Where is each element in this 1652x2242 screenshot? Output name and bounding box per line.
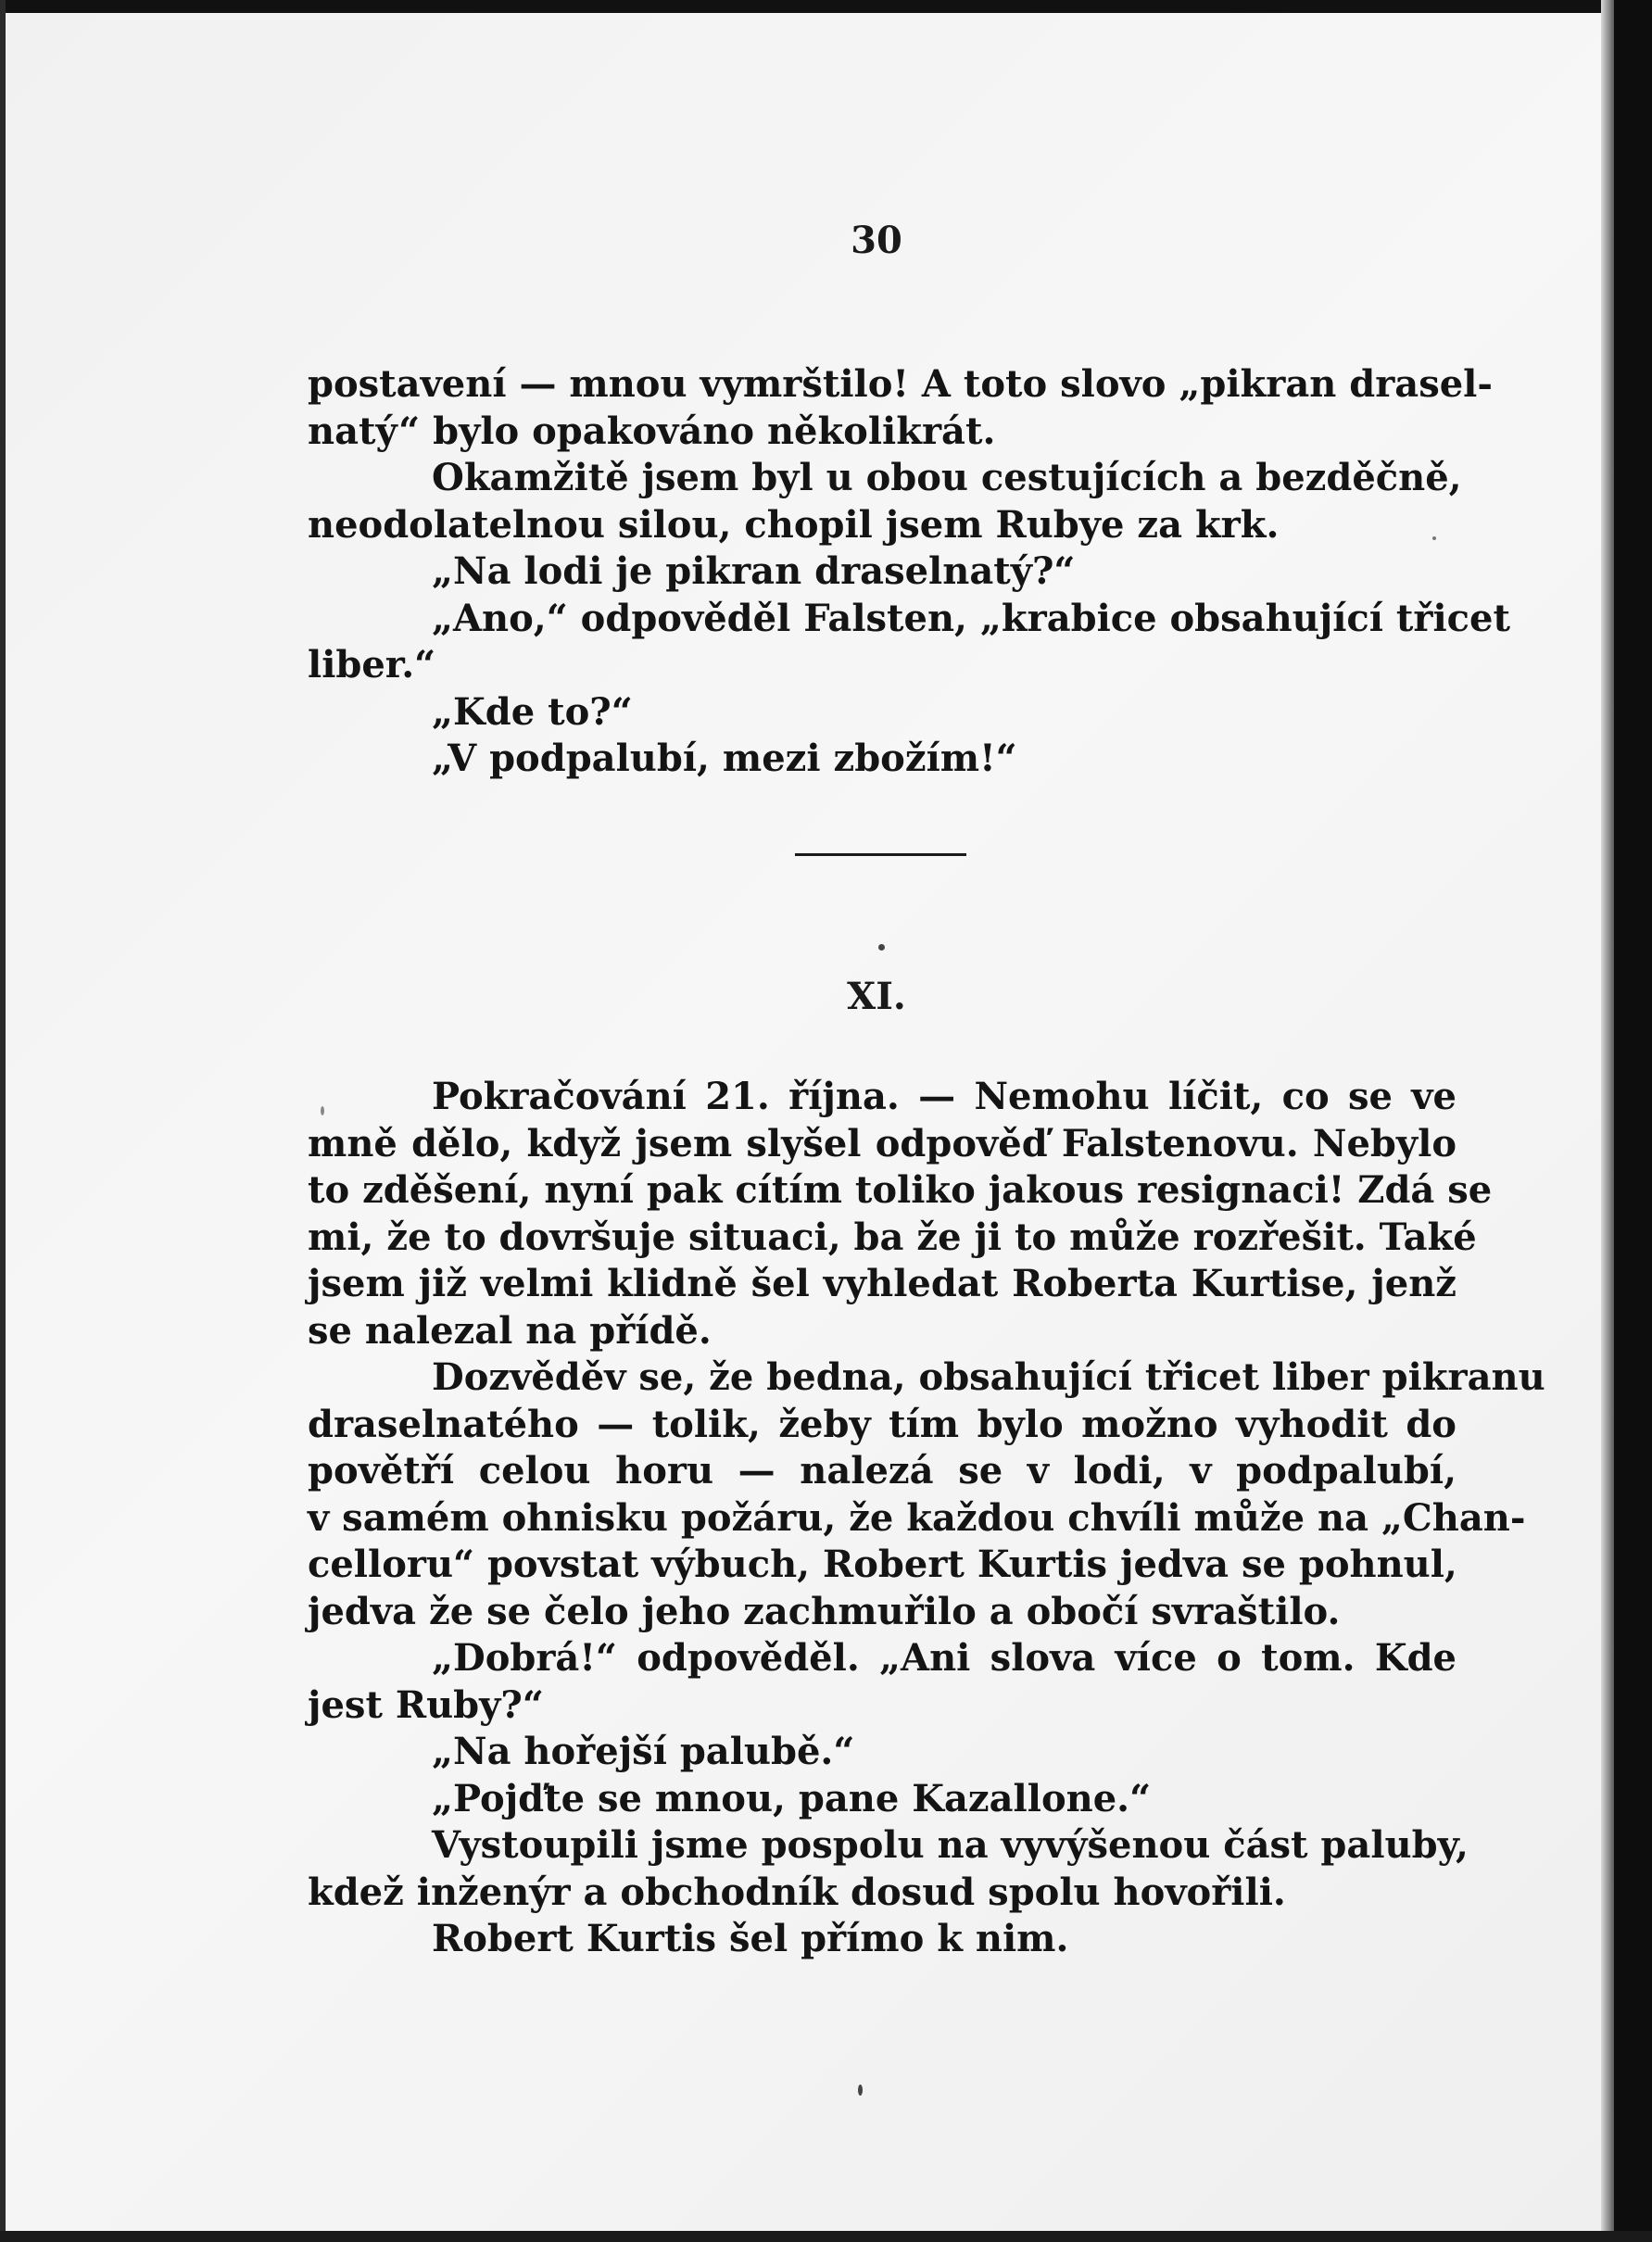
text-line: se nalezal na přídě.	[308, 1308, 712, 1353]
text-block-continued	[308, 361, 1510, 783]
text-line: jsem již velmi klidně šel vyhledat Roberta Kurtise, jenž	[308, 1262, 1457, 1305]
book-page	[6, 13, 1601, 2231]
text-line: celloru“ povstat výbuch, Robert Kurtis jedva se pohnul,	[308, 1543, 1457, 1586]
scan-border-right	[1614, 0, 1652, 2242]
scan-speck	[858, 2085, 863, 2096]
scan-speck	[1432, 536, 1436, 540]
text-line: draselnatého — tolik, žeby tím bylo možno vyhodit do	[308, 1402, 1457, 1446]
text-line: „V podpalubí, mezi zbožím!“	[432, 737, 1017, 780]
text-line: jest Ruby?“	[308, 1682, 544, 1727]
text-block-chapter	[308, 1074, 1545, 1963]
scan-speck	[878, 944, 885, 951]
text-line: povětří celou horu — nalezá se v lodi, v podpalubí,	[308, 1449, 1457, 1493]
text-line: to zděšení, nyní pak cítím toliko jakous resignaci! Zdá se	[308, 1168, 1493, 1212]
text-line: postavení — mnou vymrštilo! A toto slovo „pikran drasel-	[308, 362, 1493, 406]
text-line: kdež inženýr a obchodník dosud spolu hovořili.	[308, 1870, 1286, 1914]
scan-speck	[321, 1106, 324, 1115]
chapter-heading: XI.	[847, 975, 906, 1018]
text-line: neodolatelnou silou, chopil jsem Rubye za krk.	[308, 502, 1280, 547]
text-line: „Ano,“ odpověděl Falsten, „krabice obsahující třicet	[432, 596, 1510, 640]
text-line: mi, že to dovršuje situaci, ba že ji to může rozřešit. Také	[308, 1215, 1477, 1259]
text-line: jedva že se čelo jeho zachmuřilo a obočí svraštilo.	[308, 1589, 1341, 1633]
text-line: liber.“	[308, 643, 436, 686]
scan-border-right-shadow	[1601, 0, 1614, 2242]
section-divider-rule	[795, 853, 966, 856]
text-line: „Dobrá!“ odpověděl. „Ani slova více o tom. Kde	[432, 1636, 1457, 1680]
page-number: 30	[851, 219, 902, 262]
text-line: „Na hořejší palubě.“	[432, 1730, 855, 1773]
text-line: „Pojďte se mnou, pane Kazallone.“	[432, 1776, 1152, 1820]
text-line: Robert Kurtis šel přímo k nim.	[432, 1917, 1069, 1960]
scan-border-left	[0, 0, 6, 2242]
text-line: Dozvěděv se, že bedna, obsahující třicet liber pikranu	[432, 1355, 1545, 1399]
text-line: mně dělo, když jsem slyšel odpověď Falstenovu. Nebylo	[308, 1121, 1457, 1165]
text-line: Vystoupili jsme pospolu na vyvýšenou část paluby,	[432, 1823, 1469, 1867]
text-line: natý“ bylo opakováno několikrát.	[308, 409, 996, 453]
text-line: „Kde to?“	[432, 689, 633, 734]
text-line: „Na lodi je pikran draselnatý?“	[432, 549, 1076, 593]
scan-border-bottom	[0, 2231, 1652, 2242]
scan-border-top	[0, 0, 1652, 13]
text-line: Pokračování 21. října. — Nemohu líčit, co se ve	[432, 1075, 1457, 1118]
text-line: Okamžitě jsem byl u obou cestujících a bezděčně,	[432, 456, 1462, 499]
text-line: v samém ohnisku požáru, že každou chvíli může na „Chan-	[308, 1495, 1526, 1540]
